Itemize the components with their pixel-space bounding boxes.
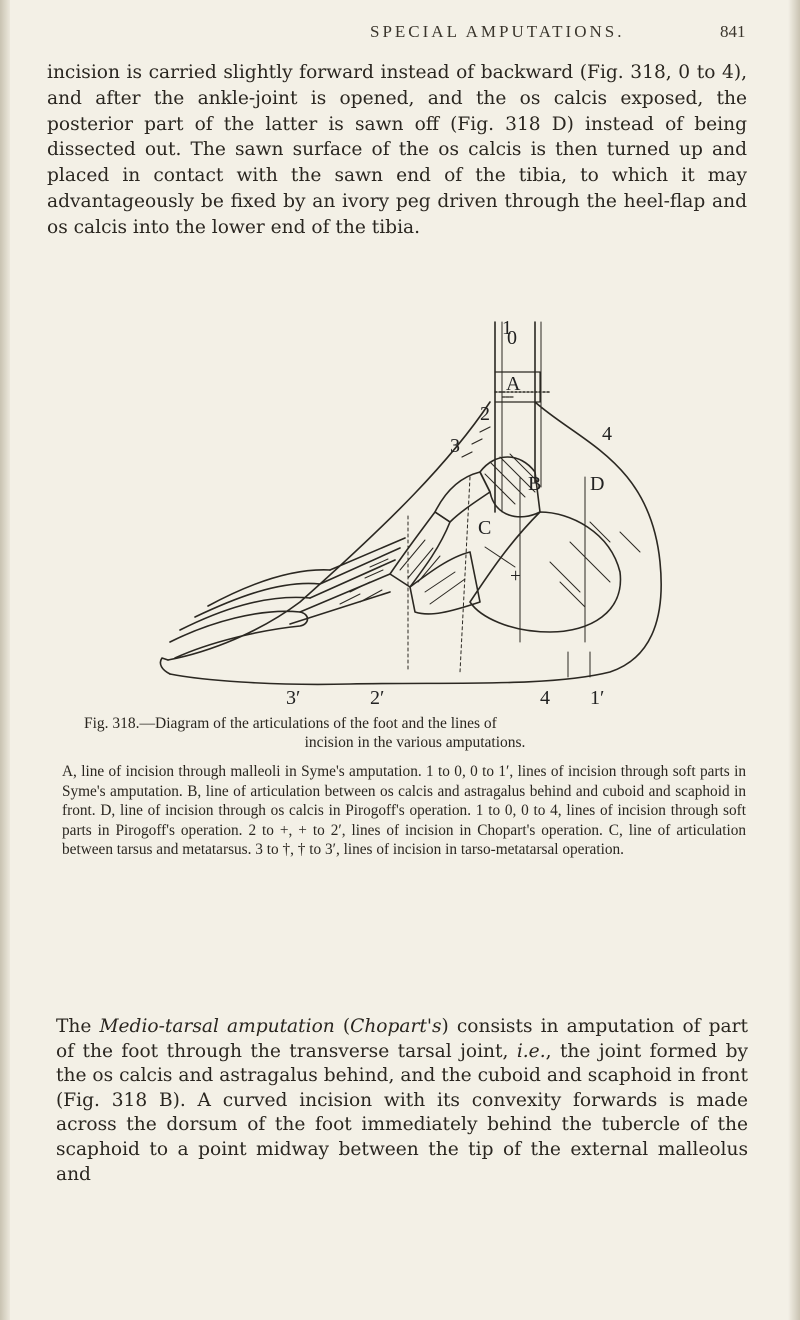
- figure-caption-title: [84, 714, 746, 752]
- metatarsal-3: [320, 548, 400, 584]
- main-text-after-eponym: ) consists in amputation of part of the foot through the transverse tarsal joint,: [56, 1016, 748, 1062]
- label-two: 2: [480, 403, 490, 425]
- toe-2: [180, 597, 310, 630]
- label-one-prime: 1′: [590, 687, 605, 709]
- cuboid-hatch: [425, 572, 465, 604]
- cuneiform-bones: [390, 512, 450, 587]
- main-term: Medio-tarsal amputation: [99, 1016, 335, 1037]
- label-plus: +: [510, 565, 522, 587]
- main-text-before: The: [56, 1016, 100, 1037]
- page-number: 841: [720, 22, 746, 41]
- main-paragraph: [56, 1015, 748, 1187]
- metatarsal-4: [330, 538, 405, 570]
- foot-diagram: [150, 312, 680, 712]
- label-b: B: [528, 473, 542, 495]
- label-one: 1: [502, 317, 512, 339]
- main-text-rest: , the joint formed by the os calcis and astragalus behind, and the cuboid and scaphoid in front (Fig. 318 B). A curved incision with its convexity forwards is made across the dorsum of the foot immediately behind the tubercle of the scaphoid to a point midway between the tip of the external malleolus and: [56, 1040, 748, 1185]
- figure-caption-body: A, line of incision through malleoli in Syme's amputation. 1 to 0, 0 to 1′, lines of incision through soft parts in Syme's amputation. B, line of articulation between os calcis and astragalus behind and cuboid and scaphoid in front. D, line of incision through os calcis in Pirogoff's operation. 1 to 0, 0 to 4, lines of incision through soft parts in Pirogoff's operation. 2 to +, + to 2′, lines of incision in Chopart's operation. C, line of articulation between tarsus and metatarsus. 3 to †, † to 3′, lines of incision in tarso-metatarsal operation.: [62, 763, 746, 858]
- incision-line-c: [485, 547, 515, 567]
- label-a: A: [506, 373, 521, 395]
- label-three-prime: 3′: [286, 687, 301, 709]
- foot-diagram-figure: [150, 312, 680, 712]
- caption-title-line-1: Fig. 318.—Diagram of the articulations of the foot and the lines of: [84, 715, 497, 732]
- label-d: D: [590, 473, 605, 495]
- label-c: C: [478, 517, 492, 539]
- page-binding-edge: [0, 0, 10, 1320]
- running-header: SPECIAL AMPUTATIONS.: [370, 22, 625, 41]
- metatarsal-2: [310, 560, 395, 598]
- toe-1: [170, 611, 308, 658]
- page-right-edge: [788, 0, 800, 1320]
- heel-outline: [170, 402, 661, 684]
- os-calcis-hatch: [550, 522, 640, 607]
- cuboid-bone: [410, 552, 480, 614]
- label-three: 3: [450, 435, 460, 457]
- foot-dorsum-outline: [168, 402, 490, 660]
- main-ie: i.e.: [516, 1040, 546, 1062]
- main-text-mid: (: [334, 1016, 351, 1037]
- scaphoid-bone: [435, 472, 490, 522]
- sole-line: [160, 658, 170, 674]
- label-four: 4: [602, 423, 612, 445]
- caption-title-line-2: incision in the various amputations.: [304, 734, 526, 751]
- label-zero: 0: [507, 327, 517, 349]
- label-two-prime: 2′: [370, 687, 385, 709]
- intro-paragraph: incision is carried slightly forward instead of backward (Fig. 318, 0 to 4), and after the ankle-joint is opened, and the os calcis exposed, the posterior part of the latter is sawn off (Fig. 318 D) instead of being dissected out. The sawn surface of the os calcis is then turned up and placed in contact with the sawn end of the tibia, to which it may advantageously be fixed by an ivory peg driven through the heel-flap and os calcis into the lower end of the tibia.: [47, 62, 747, 238]
- label-four-bottom: 4: [540, 687, 550, 709]
- main-eponym: Chopart's: [350, 1016, 442, 1037]
- cuneiform-hatch: [400, 540, 440, 582]
